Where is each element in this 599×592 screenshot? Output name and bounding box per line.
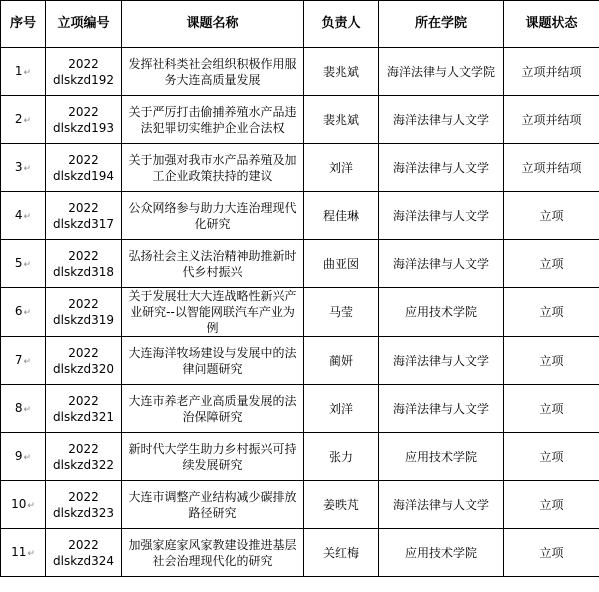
table-row [1,96,599,144]
cell-status: 立项 [504,288,599,337]
cell-no: 6↵ [1,288,46,337]
header-college: 所在学院 [379,1,504,48]
cell-title: 发挥社科类社会组织积极作用服务大连高质量发展 [122,48,304,96]
cell-college: 海洋法律与人文学 [379,385,504,433]
cell-lead: 马莹 [304,288,379,337]
cell-code: 2022 dlskzd194 [46,144,122,192]
header-status: 课题状态 [504,1,599,48]
cell-status: 立项 [504,529,599,577]
cell-no: 2↵ [1,96,46,144]
table-row [1,481,599,529]
cell-code: 2022 dlskzd193 [46,96,122,144]
cell-code: 2022 dlskzd324 [46,529,122,577]
cell-status: 立项并结项 [504,96,599,144]
cell-college: 海洋法律与人文学 [379,192,504,240]
cell-college: 海洋法律与人文学 [379,240,504,288]
cell-no: 4↵ [1,192,46,240]
cell-college: 海洋法律与人文学 [379,144,504,192]
header-lead: 负责人 [304,1,379,48]
cell-no: 9↵ [1,433,46,481]
cell-title: 大连海洋牧场建设与发展中的法律问题研究 [122,337,304,385]
cell-title: 大连市养老产业高质量发展的法治保障研究 [122,385,304,433]
cell-code: 2022 dlskzd322 [46,433,122,481]
cell-code: 2022 dlskzd323 [46,481,122,529]
table-row [1,192,599,240]
cell-code: 2022 dlskzd318 [46,240,122,288]
cell-no: 8↵ [1,385,46,433]
cell-college: 应用技术学院 [379,529,504,577]
cell-college: 海洋法律与人文学 [379,96,504,144]
cell-title: 关于加强对我市水产品养殖及加工企业政策扶持的建议 [122,144,304,192]
table-row [1,144,599,192]
cell-title: 公众网络参与助力大连治理现代化研究 [122,192,304,240]
cell-no: 5↵ [1,240,46,288]
cell-lead: 裴兆斌 [304,48,379,96]
cell-status: 立项并结项 [504,144,599,192]
cell-college: 应用技术学院 [379,288,504,337]
cell-college: 应用技术学院 [379,433,504,481]
header-title: 课题名称 [122,1,304,48]
cell-title: 新时代大学生助力乡村振兴可持续发展研究 [122,433,304,481]
cell-code: 2022 dlskzd321 [46,385,122,433]
cell-status: 立项 [504,192,599,240]
cell-title: 关于发展壮大大连战略性新兴产业研究--以智能网联汽车产业为例 [122,288,304,337]
cell-lead: 裴兆斌 [304,96,379,144]
header-no: 序号 [1,1,46,48]
cell-lead: 曲亚囡 [304,240,379,288]
cell-no: 3↵ [1,144,46,192]
cell-lead: 刘洋 [304,385,379,433]
cell-title: 加强家庭家风家教建设推进基层社会治理现代化的研究 [122,529,304,577]
cell-code: 2022 dlskzd317 [46,192,122,240]
cell-status: 立项 [504,385,599,433]
cell-no: 7↵ [1,337,46,385]
cell-status: 立项 [504,481,599,529]
cell-college: 海洋法律与人文学 [379,481,504,529]
cell-lead: 姜昳芃 [304,481,379,529]
cell-college: 海洋法律与人文学 [379,337,504,385]
table-row [1,529,599,577]
cell-code: 2022 dlskzd320 [46,337,122,385]
header-row [1,1,599,48]
cell-status: 立项 [504,433,599,481]
cell-no: 11↵ [1,529,46,577]
table-row [1,433,599,481]
table-row [1,337,599,385]
table-row [1,48,599,96]
header-code: 立项编号 [46,1,122,48]
table-row [1,240,599,288]
cell-title: 弘扬社会主义法治精神助推新时代乡村振兴 [122,240,304,288]
cell-status: 立项 [504,337,599,385]
cell-lead: 刘洋 [304,144,379,192]
cell-no: 10↵ [1,481,46,529]
cell-code: 2022 dlskzd319 [46,288,122,337]
cell-lead: 关红梅 [304,529,379,577]
cell-lead: 蔺妍 [304,337,379,385]
cell-code: 2022 dlskzd192 [46,48,122,96]
cell-no: 1↵ [1,48,46,96]
cell-title: 关于严厉打击偷捕养殖水产品违法犯罪切实维护企业合法权 [122,96,304,144]
table-row [1,288,599,337]
table-row [1,385,599,433]
cell-status: 立项 [504,240,599,288]
cell-lead: 程佳琳 [304,192,379,240]
cell-title: 大连市调整产业结构减少碳排放路径研究 [122,481,304,529]
cell-college: 海洋法律与人文学院 [379,48,504,96]
cell-lead: 张力 [304,433,379,481]
cell-status: 立项并结项 [504,48,599,96]
